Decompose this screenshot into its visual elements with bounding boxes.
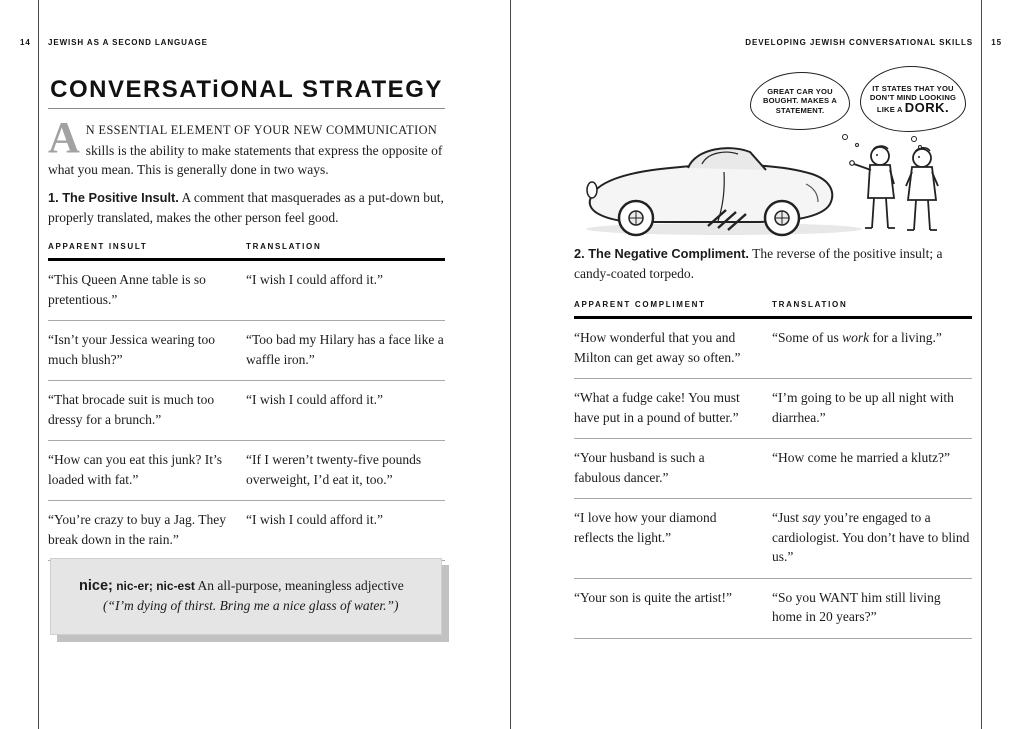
translation-text: for a living.” xyxy=(869,330,942,345)
definition-text xyxy=(79,576,415,616)
definition-body: An all-purpose, meaningless adjective xyxy=(197,578,404,593)
section-body: A comment that masquerades as a put-down but, properly translated, makes the other person feel good. xyxy=(48,190,444,225)
column-header-apparent-compliment: APPARENT COMPLIMENT xyxy=(574,300,706,309)
speech-bubble-right-like: LIKE A xyxy=(876,104,903,114)
intro-paragraph xyxy=(48,113,445,180)
speech-bubble-tail-dot xyxy=(918,145,922,149)
apparent-insult-cell: “That brocade suit is much too dressy for a brunch.” xyxy=(48,392,215,427)
table-row xyxy=(48,501,445,561)
apparent-compliment-cell: “What a fudge cake! You must have put in a pound of butter.” xyxy=(574,390,740,425)
speech-bubble-right-text xyxy=(868,84,958,115)
translation-italic: work xyxy=(842,330,870,345)
intro-body: skills is the ability to make statements that express the opposite of what you mean. This is generally done in two ways. xyxy=(48,142,443,177)
translation-cell xyxy=(772,508,972,567)
translation-cell: “I wish I could afford it.” xyxy=(246,392,383,407)
right-margin-rule xyxy=(981,0,982,729)
apparent-compliment-cell: “Your husband is such a fabulous dancer.” xyxy=(574,450,705,485)
table-row xyxy=(48,441,445,501)
definition-inflections: nic-er; nic-est xyxy=(116,579,195,593)
table-row xyxy=(574,579,972,639)
apparent-insult-cell: “This Queen Anne table is so pretentious.” xyxy=(48,272,206,307)
speech-bubble-right-line: IT STATES THAT YOU DON’T MIND LOOKING xyxy=(869,83,957,103)
table-row xyxy=(48,381,445,441)
translation-cell: “If I weren’t twenty-five pounds overweight, I’d eat it, too.” xyxy=(246,452,422,487)
section-body: The reverse of the positive insult; a candy-coated torpedo. xyxy=(574,246,943,281)
speech-bubble-tail-dot xyxy=(911,136,917,142)
definition-example: (“I’m dying of thirst. Bring me a nice glass of water.”) xyxy=(103,598,399,613)
column-header-apparent-insult: APPARENT INSULT xyxy=(48,242,148,251)
table-header-row xyxy=(574,300,972,319)
speech-bubble-left xyxy=(750,72,850,130)
apparent-compliment-cell: “Your son is quite the artist!” xyxy=(574,589,732,605)
positive-insult-table xyxy=(48,242,445,561)
section-label: 1. The Positive Insult. xyxy=(48,190,179,205)
translation-cell: “I wish I could afford it.” xyxy=(246,272,383,287)
left-running-head: JEWISH AS A SECOND LANGUAGE xyxy=(48,38,208,47)
definition-word: nice; xyxy=(79,578,113,594)
translation-cell xyxy=(772,448,972,487)
translation-text: “Some of us xyxy=(772,330,843,345)
translation-text: “I’m going to be up all night with diarrhea.” xyxy=(772,390,954,425)
intro-lead-caps: N ESSENTIAL ELEMENT OF YOUR NEW COMMUNICATION xyxy=(85,123,438,137)
translation-cell xyxy=(772,328,972,367)
translation-text: you’re engaged to a cardiologist. You don’t have to blind us.” xyxy=(772,510,970,564)
translation-text: “So you WANT him still living home in 20 years?” xyxy=(772,589,941,624)
gutter-rule xyxy=(510,0,511,729)
negative-compliment-table xyxy=(574,300,972,639)
section-label: 2. The Negative Compliment. xyxy=(574,246,749,261)
translation-cell: “I wish I could afford it.” xyxy=(246,512,383,527)
translation-text: “Just xyxy=(772,510,803,525)
apparent-compliment-cell: “I love how your diamond reflects the light.” xyxy=(574,510,717,545)
speech-bubble-tail-dot xyxy=(855,143,859,147)
translation-italic: say xyxy=(802,510,821,525)
translation-text: “How come he married a klutz?” xyxy=(772,450,951,465)
negative-compliment-paragraph xyxy=(574,244,972,283)
table-row xyxy=(574,319,972,379)
table-row xyxy=(48,321,445,381)
translation-cell xyxy=(772,588,972,627)
table-row xyxy=(574,379,972,439)
apparent-insult-cell: “Isn’t your Jessica wearing too much blush?” xyxy=(48,332,215,367)
left-margin-rule xyxy=(38,0,39,729)
table-row xyxy=(48,261,445,321)
apparent-compliment-cell: “How wonderful that you and Milton can get away so often.” xyxy=(574,330,741,365)
positive-insult-paragraph xyxy=(48,188,445,227)
column-header-translation: TRANSLATION xyxy=(772,300,848,309)
translation-cell xyxy=(772,388,972,427)
drop-cap: A xyxy=(48,113,80,162)
column-header-translation: TRANSLATION xyxy=(246,242,322,251)
right-page-number: 15 xyxy=(991,38,1002,47)
apparent-insult-cell: “How can you eat this junk? It’s loaded with fat.” xyxy=(48,452,222,487)
table-header-row xyxy=(48,242,445,261)
speech-bubble-left-text: GREAT CAR YOU BOUGHT. MAKES A STATEMENT. xyxy=(762,86,838,115)
definition-box xyxy=(50,558,442,635)
apparent-insult-cell: “You’re crazy to buy a Jag. They break down in the rain.” xyxy=(48,512,226,547)
table-row xyxy=(574,439,972,499)
cartoon-panel xyxy=(574,64,974,240)
title-rule xyxy=(48,108,445,109)
right-running-head: DEVELOPING JEWISH CONVERSATIONAL SKILLS xyxy=(745,38,973,47)
chapter-title: CONVERSATiONAL STRATEGY xyxy=(50,76,443,103)
table-row xyxy=(574,499,972,579)
left-page-number: 14 xyxy=(20,38,31,47)
translation-cell: “Too bad my Hilary has a face like a waffle iron.” xyxy=(246,332,444,367)
speech-bubble-tail-dot xyxy=(842,134,848,140)
speech-bubble-right-dork: DORK. xyxy=(904,99,950,115)
